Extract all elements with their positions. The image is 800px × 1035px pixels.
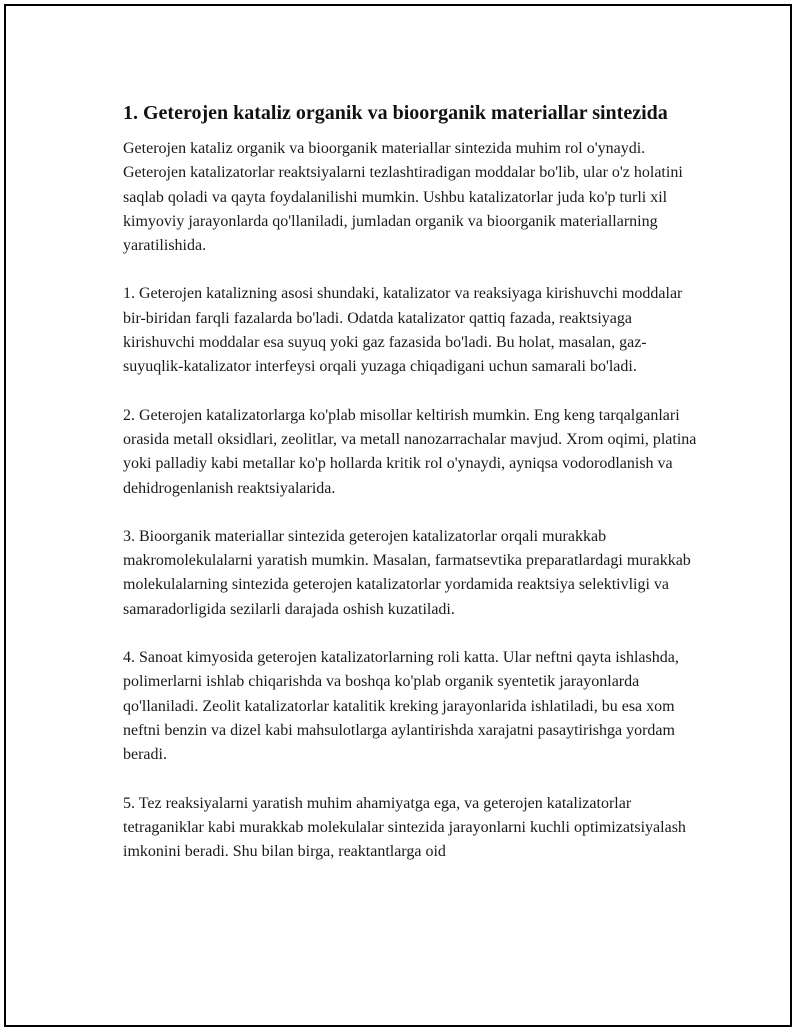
- paragraph-3: 3. Bioorganik materiallar sintezida geterojen katalizatorlar orqali murakkab makromolekulalarni yaratish mumkin. Masalan, farmatsevtika preparatlardagi murakkab molekulalarning sintezida geterojen katalizatorlar yordamida reaktsiya selektivligi va samaradorligida sezilarli darajada oshish kuzatiladi.: [123, 527, 691, 618]
- paragraph-1: 1. Geterojen katalizning asosi shundaki, katalizator va reaksiyaga kirishuvchi moddalar bir-biridan farqli fazalarda bo'ladi. Odatda katalizator qattiq fazada, reaktsiyaga kirishuvchi moddalar esa suyuq yoki gaz fazasida bo'ladi. Bu holat, masalan, gaz-suyuqlik-katalizator interfeysi orqali yuzaga chiqadigani uchun samarali bo'ladi.: [123, 285, 683, 376]
- paragraph-4: 4. Sanoat kimyosida geterojen katalizatorlarning roli katta. Ular neftni qayta ishlashda, polimerlarni ishlab chiqarishda va boshqa ko'plab organik syentetik jarayonlarda qo'llaniladi. Zeolit katalizatorlar katalitik kreking jarayonlarida ishlatiladi, bu esa xom neftni benzin va dizel kabi mahsulotlarga aylantirishda xarajatni pasaytirishga yordam beradi.: [123, 649, 679, 764]
- paragraph-intro: Geterojen kataliz organik va bioorganik materiallar sintezida muhim rol o'ynaydi. Geterojen katalizatorlar reaktsiyalarni tezlashtiradigan moddalar bo'lib, ular o'z holatini saqlab qoladi va qayta foydalanilishi mumkin. Ushbu katalizatorlar juda ko'p turli xil kimyoviy jarayonlarda qo'llaniladi, jumladan organik va bioorganik materiallarning yaratilishida.: [123, 140, 683, 255]
- document-title: 1. Geterojen kataliz organik va bioorganik materiallar sintezida: [123, 102, 668, 124]
- paragraph-5: 5. Tez reaksiyalarni yaratish muhim ahamiyatga ega, va geterojen katalizatorlar tetraganiklar kabi murakkab molekulalar sintezida jarayonlarni kuchli optimizatsiyalash imkonini beradi. Shu bilan birga, reaktantlarga oid: [123, 794, 686, 861]
- paragraph-2: 2. Geterojen katalizatorlarga ko'plab misollar keltirish mumkin. Eng keng tarqalganlari orasida metall oksidlari, zeolitlar, va metall nanozarrachalar mavjud. Xrom oqimi, platina yoki palladiy kabi metallar ko'p hollarda kritik rol o'ynaydi, ayniqsa vodorodlanish va dehidrogenlanish reaktsiyalarida.: [123, 406, 697, 497]
- page-frame: [4, 4, 792, 1027]
- document-body: [123, 100, 698, 888]
